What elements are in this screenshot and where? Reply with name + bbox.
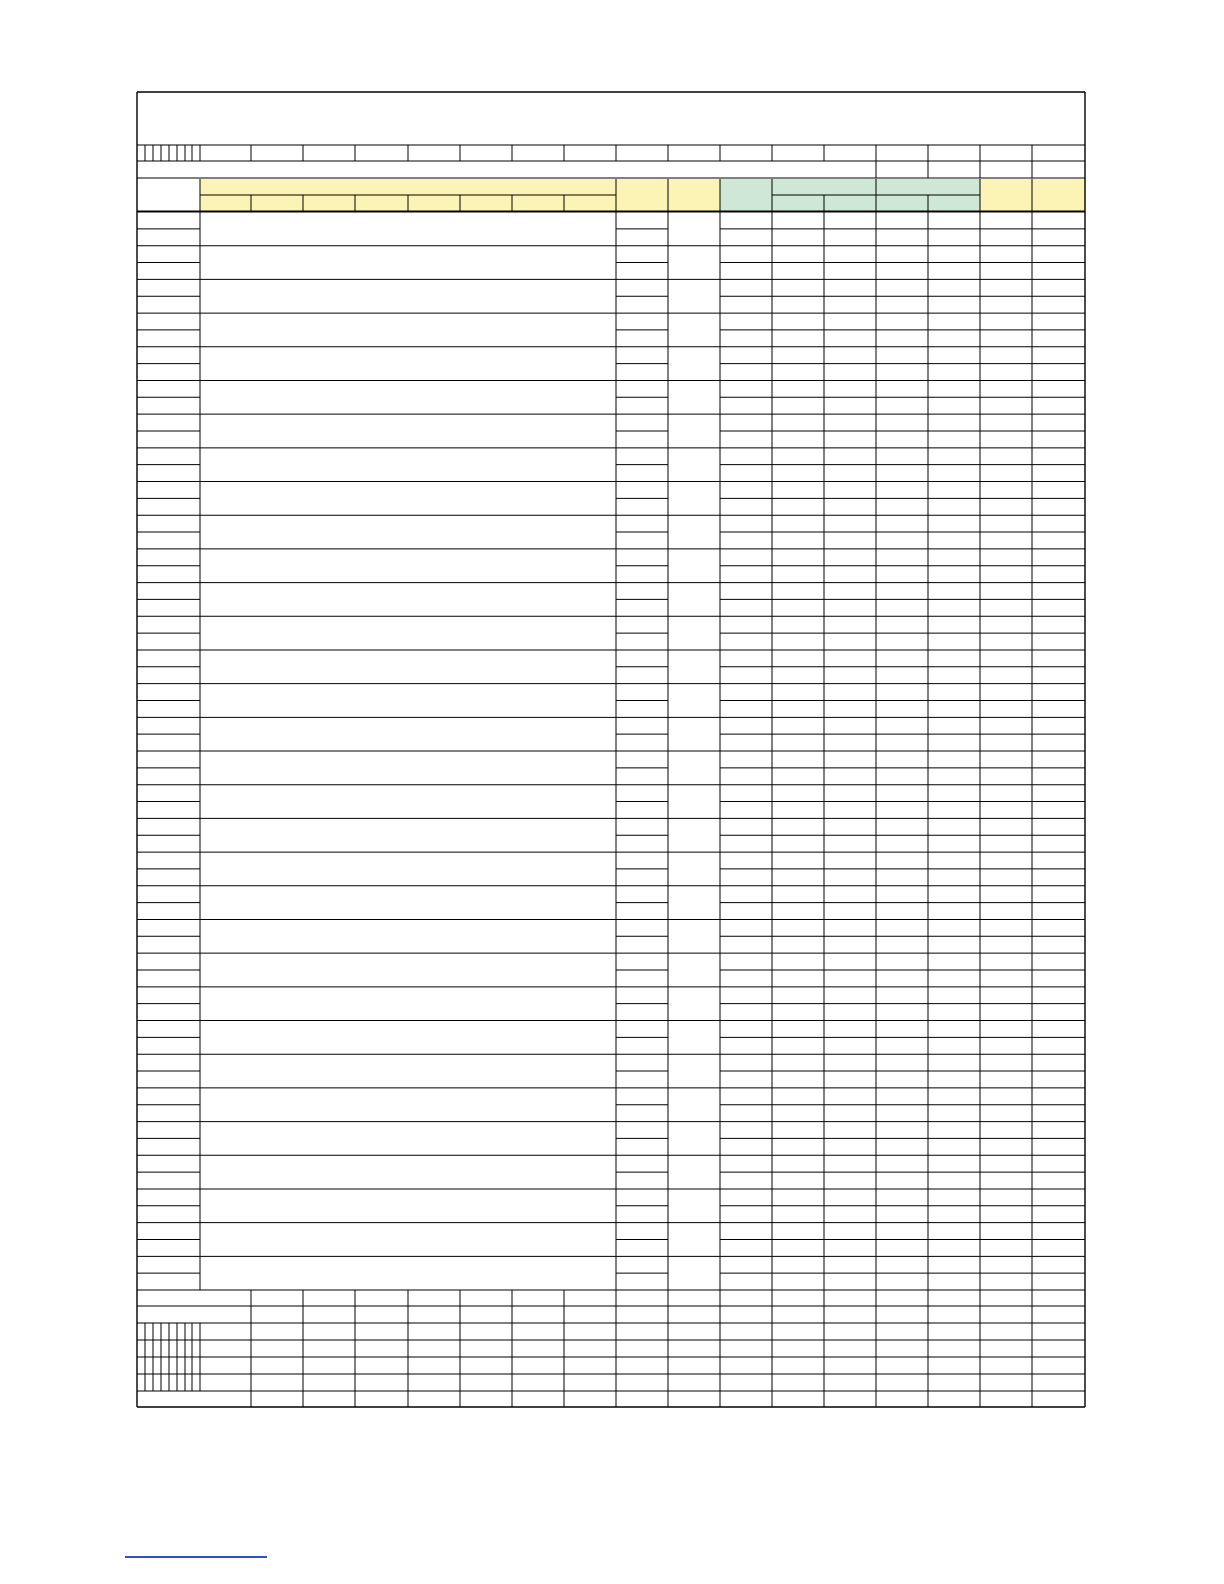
footer-link-underline[interactable] xyxy=(125,1556,267,1558)
